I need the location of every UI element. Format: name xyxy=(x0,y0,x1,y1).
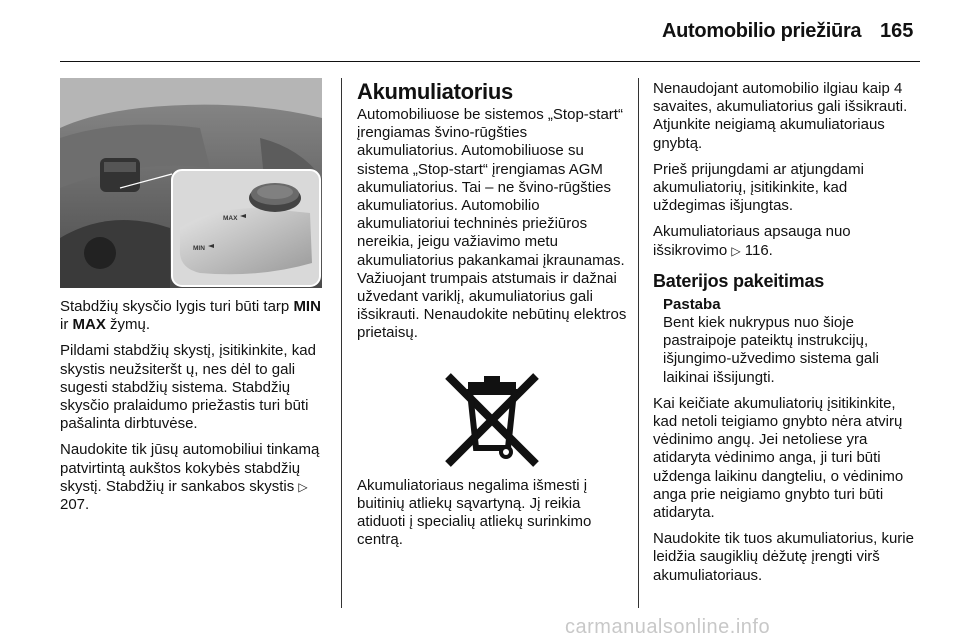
paragraph-long-storage: Nenaudojant automobilio ilgiau kaip 4 savaites, akumuliatorius gali išsikrauti. Atjunkite neigiamą akumuliatoriaus gnybtą. xyxy=(653,80,908,152)
column-brake-fluid xyxy=(60,298,332,522)
paragraph-fluid-quality: Naudokite tik jūsų automobiliui tinkamą patvirtintą aukštos kokybės stabdžių skystį. Stabdžių ir sankabos skystis ▷ 207. xyxy=(60,441,320,514)
paragraph-discharge-protection: Akumuliatoriaus apsauga nuo išsikrovimo ▷ 116. xyxy=(653,223,851,259)
max-mark-label: MAX xyxy=(223,215,238,222)
min-mark-label: MIN xyxy=(193,245,205,252)
page-reference-icon: ▷ xyxy=(731,243,741,258)
section-heading-battery-replacement: Baterijos pakeitimas xyxy=(653,270,825,291)
page-reference-link[interactable]: 207. xyxy=(60,496,90,514)
max-label: MAX xyxy=(72,316,106,334)
paragraph-fluid-contamination: Pildami stabdžių skystį, įsitikinkite, kad skystis neužsiteršt ų, nes dėl to gali sugesti stabdžių sistema. Stabdžių skysčio pralaidumo priežastis turi būti pašalinta dirbtuvėse. xyxy=(60,342,316,433)
paragraph-battery-disposal: Akumuliatoriaus negalima išmesti į buitinių atliekų sąvartyną. Jį reikia atiduoti į specialių atliekų surinkimo centrą. xyxy=(357,476,592,549)
paragraph-fluid-level: Stabdžių skysčio lygis turi būti tarp MIN ir MAX žymų. xyxy=(60,298,321,334)
page-reference-icon: ▷ xyxy=(298,479,308,494)
page-title: Automobilio priežiūra xyxy=(662,20,862,42)
page-reference-link[interactable]: 116. xyxy=(744,241,773,259)
page-number: 165 xyxy=(880,20,914,42)
paragraph-compatible-batteries: Naudokite tik tuos akumuliatorius, kurie leidžia saugiklių dėžutę įrengti virš akumuliatoriaus. xyxy=(653,530,914,584)
note-title: Pastaba xyxy=(663,295,721,313)
brake-fluid-reservoir-image xyxy=(60,78,322,288)
crossed-bin-icon xyxy=(440,368,544,468)
paragraph-ventilation: Kai keičiate akumuliatorių įsitikinkite, kad netoli teigiamo gnybto nėra atvirų vėdinimo angų. Jei netoliese yra atidaryta vėdinimo anga, ji turi būti uždenga laikinu dangteliu, o vėdinimo anga prie neigiamo gnybto turi būti atidaryta. xyxy=(653,394,904,522)
note-block xyxy=(653,296,923,387)
min-label: MIN xyxy=(293,298,321,315)
paragraph-battery-types: Automobiliuose be sistemos „Stop-start“ įrengiamas švino-rūgšties akumuliatorius. Automobiliuose su sistema „Stop-start“ įrengiamas AGM akumuliatorius. Tai – ne švino-rūgšties akumuliatorius. Automobilio akumuliatoriui techninės priežiūros nereikia, jeigu važiavimo metu akumuliatorius pakankamai įkraunamas. Važiuojant trumpais atstumais ir dažnai užvedant variklį, akumuliatorius gali išsikrauti. Nenaudokite nebūtinų elektros prietaisų. xyxy=(357,106,627,342)
column-divider-right xyxy=(638,78,639,608)
header-rule xyxy=(60,61,920,62)
paragraph-connecting: Prieš prijungdami ar atjungdami akumuliatorių, įsitikinkite, kad uždegimas išjungtas. xyxy=(653,160,864,215)
page-header xyxy=(0,0,960,60)
note-body: Bent kiek nukrypus nuo šioje pastraipoje pateiktų instrukcijų, išjungimo-užvedimo sistema gali laikinai išsijungti. xyxy=(663,314,879,386)
watermark-text: carmanualsonline.info xyxy=(565,616,771,638)
column-battery xyxy=(357,80,627,557)
column-battery-care xyxy=(653,80,923,593)
column-divider-left xyxy=(341,78,342,608)
section-heading-battery: Akumuliatorius xyxy=(357,79,513,104)
